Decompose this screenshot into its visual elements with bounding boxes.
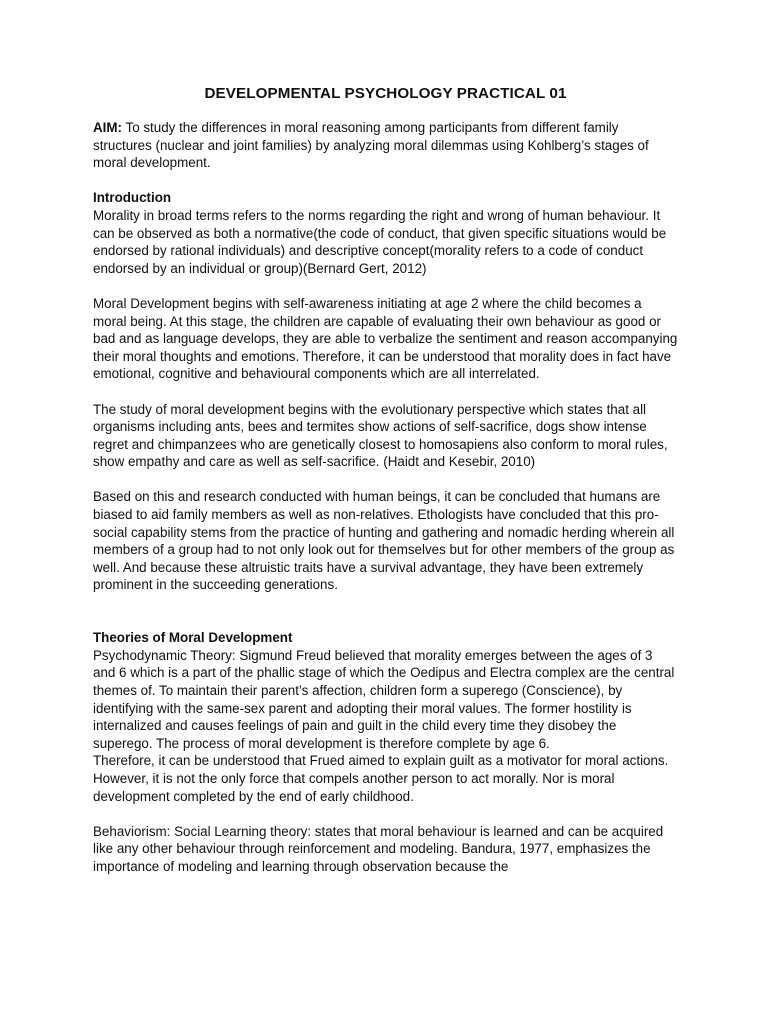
document-title: DEVELOPMENTAL PSYCHOLOGY PRACTICAL 01 [204, 85, 567, 102]
spacer [93, 471, 678, 489]
document-page [93, 84, 678, 876]
introduction-heading: Introduction [93, 190, 172, 206]
freud-conclusion-paragraph: Therefore, it can be understood that Frued aimed to explain guilt as a motivator for moral actions. However, it is not the only force that compels another person to act morally. Nor is moral development completed by the end of early childhood. [93, 753, 669, 804]
spacer [93, 277, 678, 295]
aim-text: To study the differences in moral reasoning among participants from different family structures (nuclear and joint families) by analyzing moral dilemmas using Kohlberg’s stages of moral development. [93, 120, 649, 171]
aim-label: AIM: [93, 120, 123, 135]
intro-paragraph-4: Based on this and research conducted with human beings, it can be concluded that humans are biased to aid family members as well as non-relatives. Ethologists have concluded that this pro-social capability stems from the practice of hunting and gathering and nomadic herding wherein all members of a group had to not only look out for themselves but for other members of the group as well. And because these altruistic traits have a survival advantage, they have been extremely prominent in the succeeding generations. [93, 489, 675, 593]
aim-paragraph [93, 119, 678, 172]
intro-paragraph-2: Moral Development begins with self-awareness initiating at age 2 where the child becomes a moral being. At this stage, the children are capable of evaluating their own behaviour as good or bad and as language develops, they are able to verbalize the sentiment and reason accompanying their moral thoughts and emotions. Therefore, it can be understood that morality does in fact have emotional, cognitive and behavioural components which are all interrelated. [93, 295, 678, 382]
theories-heading: Theories of Moral Development [93, 630, 293, 646]
intro-paragraph-1: Morality in broad terms refers to the norms regarding the right and wrong of human behaviour. It can be observed as both a normative(the code of conduct, that given specific situations would be endorsed by rational individuals) and descriptive concept(morality refers to a code of conduct endorsed by an individual or group)(Bernard Gert, 2012) [93, 207, 667, 276]
spacer [93, 172, 678, 190]
behaviorism-paragraph: Behaviorism: Social Learning theory: states that moral behaviour is learned and can be acquired like any other behaviour through reinforcement and modeling. Bandura, 1977, emphasizes the importance of modeling and learning through observation because the [93, 823, 664, 874]
spacer [93, 805, 678, 823]
psychodynamic-paragraph: Psychodynamic Theory: Sigmund Freud believed that morality emerges between the ages of 3 and 6 which is a part of the phallic stage of which the Oedipus and Electra complex are the central themes of. To maintain their parent’s affection, children form a superego (Conscience), by identifying with the same-sex parent and adopting their moral values. The former hostility is internalized and causes feelings of pain and guilt in the child every time they disobey the superego. The process of moral development is therefore complete by age 6. [93, 647, 675, 751]
intro-paragraph-3: The study of moral development begins with the evolutionary perspective which states that all organisms including ants, bees and termites show actions of self-sacrifice, dogs show intense regret and chimpanzees who are genetically closest to homosapiens also conform to moral rules, show empathy and care as well as self-sacrifice. (Haidt and Kesebir, 2010) [93, 401, 668, 470]
spacer [93, 594, 678, 629]
spacer [93, 383, 678, 401]
